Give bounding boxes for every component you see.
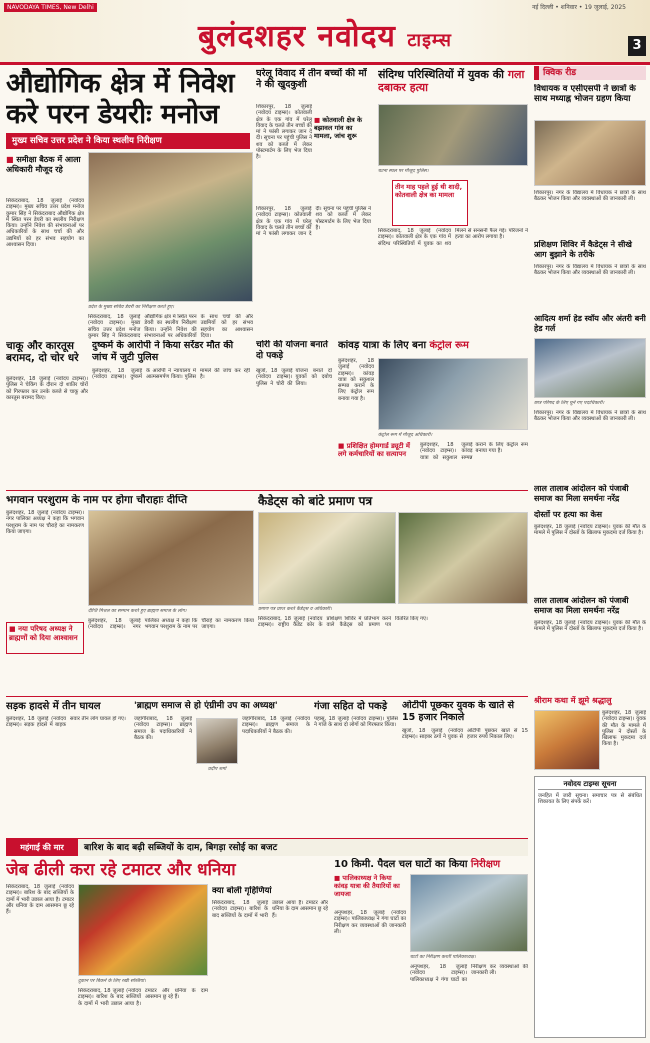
cadets-photo-2 [398,512,528,604]
quick-read-body-2: शिकारपुर। नगर के विद्यालय में विधायक ने छात्रों के साथ बैठकर भोजन किया और व्यवस्थाओं की जानकारी ली। [534,264,646,277]
rally-body: बुलंदशहर, 18 जुलाई (नवोदय टाइम्स)। युवक की मौत के मामले में पुलिस ने दोस्तों के खिलाफ मुकदमा दर्ज किया है। [534,620,646,633]
quick-read-caption: छात्र परिषद के लिए चुने गए पदाधिकारी। [534,401,605,406]
prices-big-headline: जेब ढीली करा रहे टमाटर और धनिया [6,860,236,880]
murder-caption: घटना स्थल पर मौजूद पुलिस। [378,169,429,174]
otp-body: खुर्जा, 18 जुलाई (नवोदय टाइम्स)। साइबर ठगों ने युवक से ओटीपी पूछकर खाते से 15 हजार रुपये निकाल लिए। [402,728,528,741]
masthead-title: बुलंदशहर नवोदय टाइम्स [198,19,452,54]
ghat-caption: घाटों का निरीक्षण करतीं पालिकाध्यक्ष। [410,955,476,960]
masthead-rule [0,62,650,65]
quick-read-body: शिकारपुर। नगर के विद्यालय में विधायक ने छात्रों के साथ बैठकर भोजन किया और व्यवस्थाओं की जानकारी ली। [534,190,646,203]
lead-kicker: ■ समीक्षा बैठक में आला अधिकारी मौजूद रहे [6,155,81,174]
row-divider [6,490,528,491]
suicide-body: शिकारपुर, 18 जुलाई (नवोदय टाइम्स)। कोतवाली क्षेत्र के एक गांव में घरेलू विवाद के चलते तीन बच्चों की मां ने फांसी लगाकर जान दे दी। सूचना पर पहुंची पुलिस ने शव को कब्जे में लेकर पोस्टमार्टम के लिए भेज दिया है। [256,104,312,161]
lead-strap: मुख्य सचिव उत्तर प्रदेश ने किया स्थलीय निरीक्षण [6,133,250,149]
prices-caption: दुकान पर बिकने के लिए रखी सब्जियां। [78,979,146,984]
rally-headline: लाल तालाब आंदोलन को पंजाबी समाज का मिला समर्थनः नरेंद्र [534,484,629,503]
ghat-headline: 10 किमी. पैदल चल घाटों का किया निरीक्षण [334,859,501,870]
murder-body: सिकंदराबाद, 18 जुलाई (नवोदय टाइम्स)। कोतवाली क्षेत्र के एक गांव में संदिग्ध परिस्थितियों में युवक का शव मिलने से सनसनी फैल गई। परिजनों ने हत्या का आरोप लगाया है। [378,228,528,247]
quick-read-label: क्विक रीड [534,66,646,80]
kanwar-body: बुलंदशहर, 18 जुलाई (नवोदय टाइम्स)। कांवड़ यात्रा को सकुशल सम्पन्न कराने के लिए कंट्रोल रूम बनाया गया है। [338,358,374,402]
page-number: 3 [628,36,646,56]
brahmin-body-2: जहांगीराबाद, 18 जुलाई (नवोदय टाइम्स)। ब्राह्मण समाज के पदाधिकारियों ने बैठक की। [242,716,310,735]
lead-photo [88,152,253,302]
notice-box [534,776,646,1038]
accident-headline: सड़क हादसे में तीन घायल [6,701,101,712]
lead-body: सिकंदराबाद, 18 जुलाई (नवोदय टाइम्स)। मुख्य सचिव उत्तर प्रदेश मनोज कुमार सिंह ने सिकंदराबाद औद्योगिक क्षेत्र में स्थित परन डेयरी का स्थलीय निरीक्षण किया। उन्होंने निवेश की संभावनाओं पर अधिकारियों के साथ चर्चा की और उद्यमियों को हर संभव सहयोग का आश्वासन दिया। [6,198,84,249]
prices-banner [6,838,528,856]
prices-body: सिकंदराबाद, 18 जुलाई (नवोदय टाइम्स)। बारिश के बाद सब्जियों के दामों में भारी उछाल आया है। टमाटर और धनिया के दाम आसमान छू रहे हैं। [6,884,74,916]
ghat-sub: ■ पालिकाध्यक्ष ने किया कांवड़ यात्रा की तैयारियों का जायजा [334,874,400,898]
ladder-body: बुलंदशहर, 18 जुलाई (नवोदय टाइम्स)। पुलिस ने चेकिंग के दौरान दो शातिर चोरों को गिरफ्तार कर उनके कब्जे से चाकू और कारतूस बरामद किए। [6,376,88,401]
prices-sub: क्या बोली गृहिणियां [212,886,272,896]
prices-headline: बारिश के बाद बढ़ी सब्जियों के दाम, बिगड़ा रसोई का बजट [84,843,278,853]
cadets-body: सिकंदराबाद, 18 जुलाई (नवोदय टाइम्स)। राष्ट्रीय कैडेट कोर के प्रशिक्षण शिविर में प्रतिभाग करने वाले कैडेट्स को प्रमाण पत्र वितरित किए गए। [258,616,428,629]
chowk-sub: ■ नया परिषद अध्यक्ष ने ब्राह्मणों को दिया आश्वासन [6,622,84,654]
suicide-headline: घरेलू विवाद में तीन बच्चों की माँ ने की खुदकुशी [256,68,367,90]
chowk-caption: दीप्ति मित्तल का सम्मान करते हुए ब्राह्मण समाज के लोग। [88,609,187,614]
ladder-headline: चाकू और कारतूस बरामद, दो चोर धरे [6,340,79,364]
notice-title: नवोदय टाइम्स सूचना [538,780,642,790]
row-divider-2 [6,696,528,697]
quick-read-body-3: शिकारपुर। नगर के विद्यालय में विधायक ने छात्रों के साथ बैठकर भोजन किया और व्यवस्थाओं की जानकारी ली। [534,410,646,423]
chowk-body: बुलंदशहर, 18 जुलाई (नवोदय टाइम्स)। नगर पालिका अध्यक्ष ने कहा कि भगवान परशुराम के नाम पर चौराहे का नामकरण किया जाएगा। [6,510,84,535]
rally-headline-2: लाल तालाब आंदोलन को पंजाबी समाज का मिला समर्थनः नरेंद्र [534,596,629,615]
katha-photo [534,710,600,770]
edition-label: NAVODAYA TIMES, New Delhi [4,3,97,12]
brahmin-portrait [196,718,238,764]
lead-headline: औद्योगिक क्षेत्र में निवेश करे परन डेयरीः मनोज [6,68,235,130]
quick-read-headline: विधायक व एसीएसपी ने छात्रों के साथ मध्याह्न भोजन ग्रहण किया [534,84,636,104]
plan-headline: चोरी की योजना बनाते दो पकड़े [256,340,328,361]
otp-headline: ओटीपी पूछकर युवक के खाते से 15 हजार निकाले [402,700,515,723]
suicide-sub: ■ कोतवाली क्षेत्र के बझावल गांव का मामला, जांच शुरू [314,116,362,140]
dowry-body: बुलंदशहर, 18 जुलाई (नवोदय टाइम्स)। युवक की मौत के मामले में पुलिस ने दोस्तों के खिलाफ मुकदमा दर्ज किया है। [534,524,646,537]
katha-headline: श्रीराम कथा में झूमे श्रद्धालु [534,696,612,705]
lead-caption: प्रदेश के मुख्य सचिव डेयरी का निरीक्षण करते हुए। [88,305,174,310]
katha-body: बुलंदशहर, 18 जुलाई (नवोदय टाइम्स)। युवक की मौत के मामले में पुलिस ने दोस्तों के खिलाफ मुकदमा दर्ज किया है। [602,710,646,748]
ghat-photo [410,874,528,952]
plan-body: खुर्जा, 18 जुलाई (नवोदय टाइम्स)। पुलिस ने चोरी की योजना बनाते दो युवकों को दबोच लिया। [256,368,332,387]
suicide-body-cont: शिकारपुर, 18 जुलाई (नवोदय टाइम्स)। कोतवाली क्षेत्र के एक गांव में घरेलू विवाद के चलते तीन बच्चों की मां ने फांसी लगाकर जान दे दी। सूचना पर पहुंची पुलिस ने शव को कब्जे में लेकर पोस्टमार्टम के लिए भेज दिया है। [256,206,371,238]
quick-read-photo [534,120,646,186]
kanwar-sub: ■ प्रशिक्षित होमगार्ड ड्यूटी में लगे कर्मचारियों का सत्यापन [338,442,410,458]
ghat-body-2: अनूपशहर, 18 जुलाई (नवोदय टाइम्स)। पालिकाध्यक्ष ने गंगा घाटों का निरीक्षण कर व्यवस्थाओं की जानकारी ली। [410,964,528,983]
prices-photo [78,884,208,976]
murder-headline: संदिग्ध परिस्थितियों में युवक की गला दबाकर हत्या [378,68,525,94]
issue-date: नई दिल्ली • शनिवार • 19 जुलाई, 2025 [532,4,626,11]
ganja-headline: गंजा सहित दो पकड़े [314,701,388,712]
chowk-body-2: बुलंदशहर, 18 जुलाई (नवोदय टाइम्स)। नगर पालिका अध्यक्ष ने कहा कि भगवान परशुराम के नाम पर चौराहे का नामकरण किया जाएगा। [88,618,254,631]
assault-body: बुलंदशहर, 18 जुलाई (नवोदय टाइम्स)। दुष्कर्म के आरोपी ने न्यायालय में आत्मसमर्पण किया। पुलिस मामले की जांच कर रही है। [92,368,250,381]
prices-label: महंगाई की मार [6,839,78,856]
lead-body-cont: सिकंदराबाद, 18 जुलाई (नवोदय टाइम्स)। मुख्य सचिव उत्तर प्रदेश मनोज कुमार सिंह ने सिकंदराबाद औद्योगिक क्षेत्र में स्थित परन डेयरी का स्थलीय निरीक्षण किया। उन्होंने निवेश की संभावनाओं पर अधिकारियों के साथ चर्चा की और उद्यमियों को हर संभव सहयोग का आश्वासन दिया। [88,314,253,339]
quick-read-sub: प्रशिक्षण शिविर में कैडेट्स ने सीखे आग बुझाने के तरीके [534,240,632,259]
brahmin-body: जहांगीराबाद, 18 जुलाई (नवोदय टाइम्स)। ब्राह्मण समाज के पदाधिकारियों ने बैठक की। [134,716,192,741]
cadets-headline: कैडेट्स को बांटे प्रमाण पत्र [258,494,373,508]
ganja-body: पहासू, 18 जुलाई (नवोदय टाइम्स)। पुलिस ने गांजे के साथ दो लोगों को गिरफ्तार किया। [314,716,398,729]
cadets-caption: प्रमाण पत्र प्राप्त करते कैडेट्स व अधिकारी। [258,607,332,612]
brahmin-headline: 'ब्राह्मण समाज से हो एंग्रीमी उप का अध्यक्ष' [134,701,278,711]
brahmin-caption: प्रदीप शर्मा [207,767,227,772]
chowk-photo [88,510,254,606]
quick-read-sub2: आदित्य शर्मा हेड स्वॉय और अंतरी बनी हेड गर्ल [534,314,646,333]
assault-headline: दुष्कर्म के आरोपी ने किया सरेंडर मौत की जांच में जुटी पुलिस [92,340,234,363]
prices-body-2: सिकंदराबाद, 18 जुलाई (नवोदय टाइम्स)। बारिश के बाद सब्जियों के दामों में भारी उछाल आया है। टमाटर और धनिया के दाम आसमान छू रहे हैं। [78,988,208,1007]
chowk-headline: भगवान परशुराम के नाम पर होगा चौराहाः दीप्ति [6,494,188,506]
accident-body: बुलंदशहर, 18 जुलाई (नवोदय टाइम्स)। सड़क हादसे में बाइक सवार तीन लोग घायल हो गए। [6,716,126,729]
dowry-headline: दोस्तों पर हत्या का केस [534,510,603,519]
masthead [0,0,650,62]
ghat-body: अनूपशहर, 18 जुलाई (नवोदय टाइम्स)। पालिकाध्यक्ष ने गंगा घाटों का निरीक्षण कर व्यवस्थाओं की जानकारी ली। [334,910,406,935]
prices-body-3: सिकंदराबाद, 18 जुलाई (नवोदय टाइम्स)। बारिश के बाद सब्जियों के दामों में भारी उछाल आया है। टमाटर और धनिया के दाम आसमान छू रहे हैं। [212,900,328,919]
kanwar-body-2: बुलंदशहर, 18 जुलाई (नवोदय टाइम्स)। कांवड़ यात्रा को सकुशल सम्पन्न कराने के लिए कंट्रोल रूम बनाया गया है। [420,442,528,461]
murder-photo [378,104,528,166]
kanwar-photo [378,358,528,430]
kanwar-headline: कांवड़ यात्रा के लिए बना कंट्रोल रूम [338,340,469,351]
notice-body: जनहित में जारी सूचना। समाचार पत्र से संबंधित शिकायत के लिए संपर्क करें। [538,793,642,806]
kanwar-caption: कंट्रोल रूम में मौजूद अधिकारी। [378,433,433,438]
quick-read-photo-2 [534,338,646,398]
cadets-photo-1 [258,512,396,604]
murder-sub: तीन माह पहले हुई थी शादी, कोतवाली क्षेत्र का मामला [392,180,468,226]
